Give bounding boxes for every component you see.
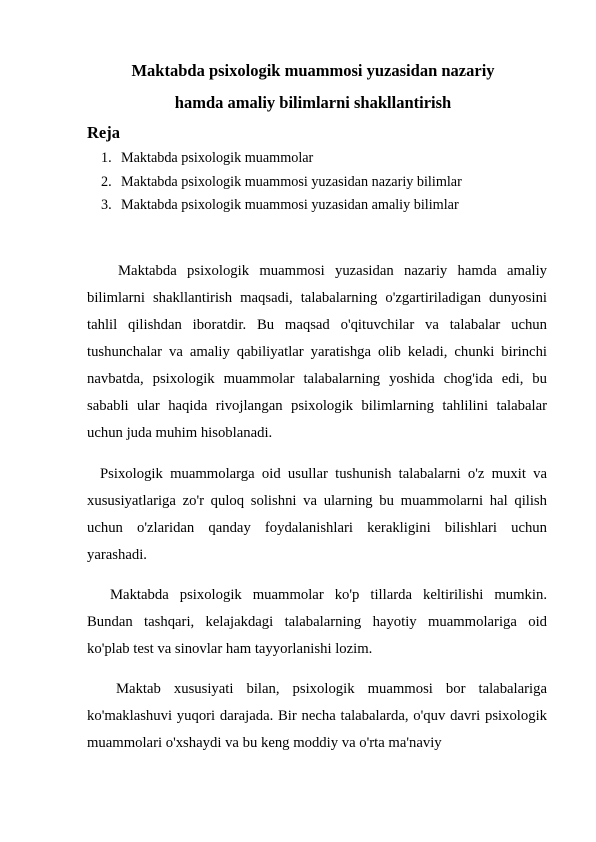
plan-item-text: Maktabda psixologik muammolar bbox=[121, 150, 314, 166]
plan-item bbox=[0, 195, 596, 215]
document-title-line-2: hamda amaliy bilimlarni shakllantirish bbox=[174, 93, 452, 112]
plan-item bbox=[0, 172, 596, 192]
plan-item bbox=[0, 148, 596, 168]
body-paragraph: Psixologik muammolarga oid usullar tushunish talabalarni o'z muxit va xususiyatlariga zo'r quloq solishni va ularning bu muammolarni hal qilish uchun o'zlaridan qanday foydalanishlari kerakligini bilishlari uchun yarashadi. bbox=[87, 466, 547, 563]
plan-item-number: 1. bbox=[101, 150, 112, 166]
body-paragraph: Maktabda psixologik muammolar ko'p tillarda keltirilishi mumkin. Bundan tashqari, kelajakdagi talabalarning hayotiy muammolariga oid ko'plab test va sinovlar ham tayyorlanishi lozim. bbox=[87, 587, 547, 657]
plan-item-text: Maktabda psixologik muammosi yuzasidan nazariy bilimlar bbox=[121, 173, 462, 190]
plan-heading: Reja bbox=[87, 123, 120, 142]
plan-item-text: Maktabda psixologik muammosi yuzasidan amaliy bilimlar bbox=[121, 197, 459, 213]
plan-list bbox=[0, 148, 596, 219]
plan-item-number: 2. bbox=[101, 173, 112, 190]
plan-item-number: 3. bbox=[101, 197, 112, 213]
body-paragraph: Maktabda psixologik muammosi yuzasidan nazariy hamda amaliy bilimlarni shakllantirish maqsadi, talabalarning o'zgartiriladigan dunyosini tahlil qilishdan iboratdir. Bu maqsad o'qituvchilar va talabalar uchun tushunchalar va amaliy qabiliyatlar yaratishga olib keladi, chunki birinchi navbatda, psixologik muammolar talabalarning yoshida chog'ida edi, bu sababli ular haqida rivojlangan psixologik bilimlarning tahlilini talabalar uchun juda muhim hisoblanadi. bbox=[87, 263, 547, 441]
body-paragraph: Maktab xususiyati bilan, psixologik muammosi bor talabalariga ko'maklashuvi yuqori darajada. Bir necha talabalarda, o'quv davri psixologik muammolari o'xshaydi va bu keng moddiy va o'rta ma'naviy bbox=[87, 681, 547, 751]
document-title-line-1: Maktabda psixologik muammosi yuzasidan nazariy bbox=[131, 61, 495, 80]
